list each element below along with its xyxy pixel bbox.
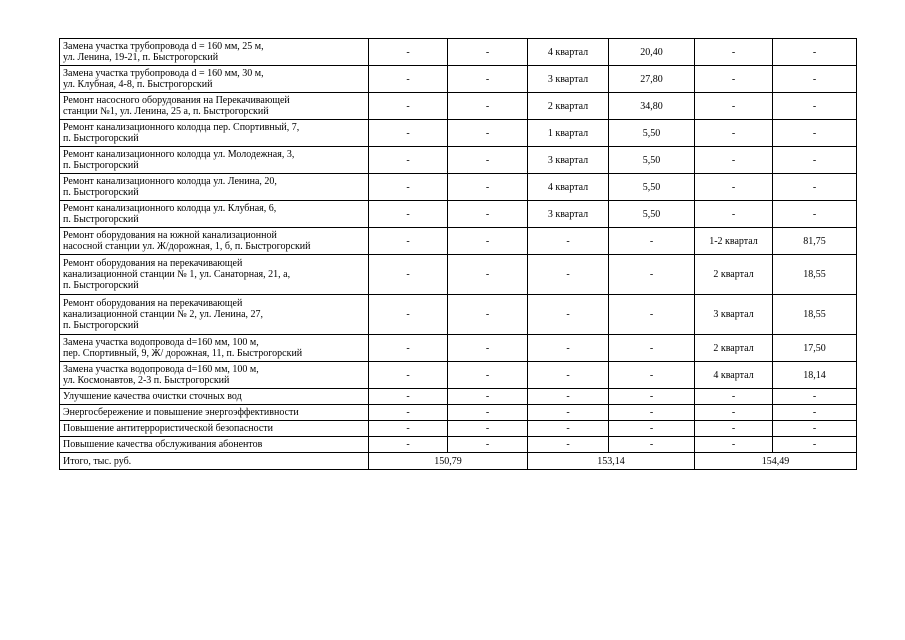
table-cell: - <box>773 421 857 437</box>
table-cell: 5,50 <box>609 147 695 174</box>
measure-description <box>60 389 369 405</box>
table-cell: - <box>369 362 448 389</box>
table-cell: 5,50 <box>609 174 695 201</box>
total-value-year-2: 153,14 <box>528 453 695 470</box>
table-cell: - <box>695 389 773 405</box>
measure-description <box>60 147 369 174</box>
table-cell: - <box>609 405 695 421</box>
table-cell: - <box>773 66 857 93</box>
table-cell: - <box>609 228 695 255</box>
description-line: п. Быстрогорский <box>63 160 139 171</box>
measure-description <box>60 201 369 228</box>
table-row <box>60 389 857 405</box>
table-cell: - <box>448 362 528 389</box>
description-line: п. Быстрогорский <box>63 320 139 331</box>
measure-description <box>60 295 369 335</box>
description-line: п. Быстрогорский <box>63 214 139 225</box>
description-line: п. Быстрогорский <box>63 187 139 198</box>
table-cell: - <box>448 174 528 201</box>
table-row <box>60 228 857 255</box>
table-cell: - <box>369 201 448 228</box>
description-line: Ремонт канализационного колодца ул. Клубная, 6, <box>63 203 277 214</box>
table-row <box>60 93 857 120</box>
measure-description <box>60 437 369 453</box>
table-cell: - <box>695 437 773 453</box>
table-cell: - <box>528 335 609 362</box>
table-cell: 4 квартал <box>528 174 609 201</box>
description-line: ул. Клубная, 4-8, п. Быстрогорский <box>63 79 213 90</box>
table-cell: 4 квартал <box>528 39 609 66</box>
table-cell: 3 квартал <box>528 66 609 93</box>
total-row <box>60 453 857 470</box>
table-cell: - <box>609 437 695 453</box>
table-body <box>60 39 857 453</box>
table-cell: - <box>773 437 857 453</box>
table-cell: 27,80 <box>609 66 695 93</box>
table-cell: - <box>369 228 448 255</box>
table-cell: 18,55 <box>773 295 857 335</box>
table-row <box>60 405 857 421</box>
table-cell: 3 квартал <box>528 147 609 174</box>
description-line: Повышение качества обслуживания абонентов <box>63 439 263 450</box>
table-row <box>60 437 857 453</box>
table-cell: 34,80 <box>609 93 695 120</box>
table-cell: - <box>773 201 857 228</box>
table-cell: - <box>528 228 609 255</box>
description-line: станции №1, ул. Ленина, 25 а, п. Быстрогорский <box>63 106 269 117</box>
table-cell: - <box>369 405 448 421</box>
table-cell: 81,75 <box>773 228 857 255</box>
table-cell: - <box>773 120 857 147</box>
description-line: Замена участка водопровода d=160 мм, 100 м, <box>63 364 259 375</box>
table-cell: - <box>448 255 528 295</box>
table-cell: 5,50 <box>609 120 695 147</box>
table-cell: - <box>448 147 528 174</box>
description-line: ул. Ленина, 19-21, п. Быстрогорский <box>63 52 219 63</box>
table-cell: 2 квартал <box>695 335 773 362</box>
table-cell: - <box>528 255 609 295</box>
table-cell: - <box>448 295 528 335</box>
table-row <box>60 201 857 228</box>
total-value-year-3: 154,49 <box>695 453 857 470</box>
description-line: ул. Космонавтов, 2-3 п. Быстрогорский <box>63 375 230 386</box>
measure-description <box>60 120 369 147</box>
description-line: п. Быстрогорский <box>63 280 139 291</box>
table-cell: - <box>448 66 528 93</box>
description-line: Замена участка трубопровода d = 160 мм, 30 м, <box>63 68 264 79</box>
measure-description <box>60 255 369 295</box>
table-cell: - <box>773 93 857 120</box>
table-cell: - <box>369 120 448 147</box>
table-cell: - <box>609 255 695 295</box>
measure-description <box>60 93 369 120</box>
table-cell: - <box>773 147 857 174</box>
table-cell: - <box>448 405 528 421</box>
table-cell: 20,40 <box>609 39 695 66</box>
total-value-year-1: 150,79 <box>369 453 528 470</box>
table-cell: - <box>369 255 448 295</box>
table-row <box>60 255 857 295</box>
measure-description <box>60 421 369 437</box>
table-cell: - <box>609 335 695 362</box>
total-label: Итого, тыс. руб. <box>60 453 369 470</box>
table-cell: - <box>448 201 528 228</box>
measure-description <box>60 228 369 255</box>
description-line: пер. Спортивный, 9, Ж/ дорожная, 11, п. Быстрогорский <box>63 348 303 359</box>
description-line: Ремонт насосного оборудования на Перекачивающей <box>63 95 290 106</box>
table-cell: - <box>448 39 528 66</box>
description-line: Замена участка водопровода d=160 мм, 100 м, <box>63 337 259 348</box>
table-cell: - <box>448 437 528 453</box>
description-line: канализационной станции № 1, ул. Санаторная, 21, а, <box>63 269 291 280</box>
table-cell: - <box>528 362 609 389</box>
table-cell: - <box>609 389 695 405</box>
table-cell: - <box>528 421 609 437</box>
table-cell: - <box>448 93 528 120</box>
table-cell: 2 квартал <box>528 93 609 120</box>
investment-plan-table <box>59 38 857 470</box>
description-line: Ремонт оборудования на перекачивающей <box>63 258 243 269</box>
table-cell: 1 квартал <box>528 120 609 147</box>
table-cell: - <box>695 66 773 93</box>
description-line: Ремонт канализационного колодца пер. Спортивный, 7, <box>63 122 300 133</box>
description-line: Энергосбережение и повышение энергоэффективности <box>63 407 299 418</box>
table-cell: - <box>528 389 609 405</box>
measure-description <box>60 335 369 362</box>
measure-description <box>60 362 369 389</box>
measure-description <box>60 39 369 66</box>
description-line: Ремонт оборудования на перекачивающей <box>63 298 243 309</box>
table-cell: - <box>695 201 773 228</box>
table-cell: - <box>773 39 857 66</box>
table-cell: - <box>528 437 609 453</box>
table-row <box>60 39 857 66</box>
table-cell: - <box>528 295 609 335</box>
measure-description <box>60 405 369 421</box>
table-cell: - <box>369 93 448 120</box>
table-cell: 18,55 <box>773 255 857 295</box>
table-cell: 3 квартал <box>695 295 773 335</box>
description-line: канализационной станции № 2, ул. Ленина, 27, <box>63 309 264 320</box>
table-cell: - <box>448 421 528 437</box>
table-cell: 4 квартал <box>695 362 773 389</box>
table-cell: - <box>695 421 773 437</box>
table-cell: - <box>528 405 609 421</box>
table-cell: - <box>695 405 773 421</box>
table-cell: - <box>369 437 448 453</box>
table-cell: - <box>773 389 857 405</box>
table-cell: - <box>609 362 695 389</box>
table-cell: 18,14 <box>773 362 857 389</box>
table-cell: - <box>448 228 528 255</box>
table-row <box>60 421 857 437</box>
table-cell: - <box>609 295 695 335</box>
table-cell: - <box>695 147 773 174</box>
table-cell: 3 квартал <box>528 201 609 228</box>
table-cell: - <box>773 405 857 421</box>
table-cell: - <box>695 39 773 66</box>
table-cell: 5,50 <box>609 201 695 228</box>
table-cell: - <box>448 389 528 405</box>
table-cell: - <box>369 335 448 362</box>
table-cell: - <box>448 335 528 362</box>
table-cell: 2 квартал <box>695 255 773 295</box>
table-row <box>60 120 857 147</box>
description-line: Ремонт оборудования на южной канализационной <box>63 230 277 241</box>
table-cell: - <box>369 389 448 405</box>
description-line: Ремонт канализационного колодца ул. Молодежная, 3, <box>63 149 295 160</box>
table-cell: - <box>369 421 448 437</box>
table-cell: - <box>369 295 448 335</box>
table-cell: - <box>369 39 448 66</box>
table-cell: - <box>448 120 528 147</box>
description-line: Улучшение качества очистки сточных вод <box>63 391 242 402</box>
table-cell: - <box>773 174 857 201</box>
table-cell: - <box>695 120 773 147</box>
table-row <box>60 66 857 93</box>
table-cell: - <box>695 93 773 120</box>
measure-description <box>60 174 369 201</box>
table-cell: - <box>369 174 448 201</box>
description-line: насосной станции ул. Ж/дорожная, 1, б, п. Быстрогорский <box>63 241 311 252</box>
table-row <box>60 174 857 201</box>
table-cell: - <box>609 421 695 437</box>
description-line: Замена участка трубопровода d = 160 мм, 25 м, <box>63 41 264 52</box>
description-line: Повышение антитеррористической безопасности <box>63 423 274 434</box>
table-cell: - <box>369 147 448 174</box>
description-line: п. Быстрогорский <box>63 133 139 144</box>
table-row <box>60 147 857 174</box>
measure-description <box>60 66 369 93</box>
description-line: Ремонт канализационного колодца ул. Ленина, 20, <box>63 176 277 187</box>
table-cell: 1-2 квартал <box>695 228 773 255</box>
table-cell: 17,50 <box>773 335 857 362</box>
table-row <box>60 362 857 389</box>
table-cell: - <box>695 174 773 201</box>
table-row <box>60 295 857 335</box>
table-cell: - <box>369 66 448 93</box>
table-row <box>60 335 857 362</box>
